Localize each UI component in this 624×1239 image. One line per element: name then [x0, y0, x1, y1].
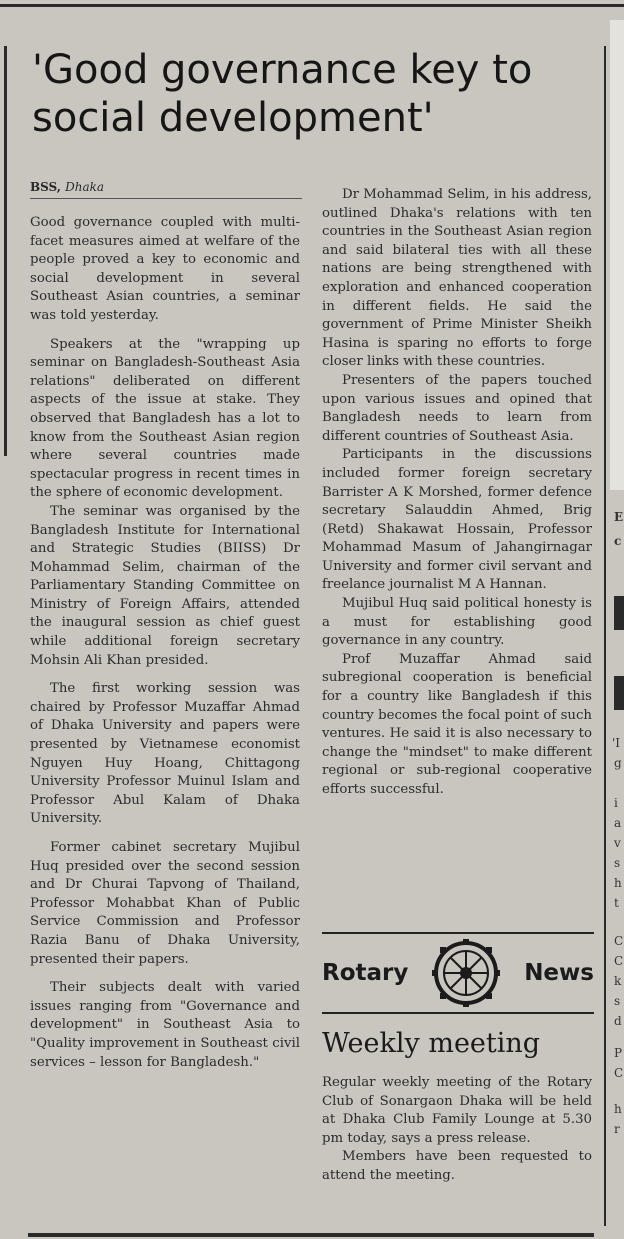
fragment: r: [614, 1122, 620, 1136]
headline: 'Good governance key to social development': [32, 47, 533, 141]
fragment: s: [614, 856, 621, 870]
rotary-bottom-rule: [322, 1012, 594, 1014]
rotary-top-rule: [322, 932, 594, 934]
fragment: i: [614, 796, 618, 810]
fragment: 'I: [612, 736, 621, 750]
fragment: C: [614, 934, 624, 948]
paragraph: Participants in the discussions included former foreign secretary Barrister A K Morshed, former defence secretary Salauddin Ahmed, Brig (Retd) Shakawat Hossain, Professor Mohammad Masum of Jahangirnagar University and former civil servant and freelance journalist M A Hannan.: [322, 447, 592, 593]
rotary-left-word: Rotary: [322, 960, 409, 986]
rotary-wheel-icon: [431, 938, 501, 1008]
fragment: t: [614, 896, 619, 910]
article-column-2: [322, 186, 592, 800]
paragraph: Their subjects dealt with varied issues ranging from "Governance and development" in Southeast Asia to "Quality improvement in Southeast civil services – lesson for Bangladesh.": [30, 980, 300, 1070]
paragraph: Presenters of the papers touched upon various issues and opined that Bangladesh needs to learn from different countries of Southeast Asia.: [322, 372, 592, 444]
adjacent-headline-fragment: [614, 596, 624, 630]
byline-place: Dhaka: [65, 180, 105, 194]
adjacent-article-strip: [610, 20, 624, 490]
paragraph: Former cabinet secretary Mujibul Huq presided over the second session and Dr Churai Tapvong of Thailand, Professor Mohabbat Khan of Public Service Commission and Professor Razia Banu of Dhaka University, presented their papers.: [30, 840, 300, 967]
rotary-right-word: News: [524, 960, 594, 986]
paragraph: Speakers at the "wrapping up seminar on Bangladesh-Southeast Asia relations" deliberated on different aspects of the issue at stake. They observed that Bangladesh has a lot to know from the Southeast Asian region where several countries made spectacular progress in recent times in the sphere of economic development.: [30, 336, 300, 501]
paragraph: Members have been requested to attend the meeting.: [322, 1149, 592, 1183]
top-rule: [0, 4, 624, 7]
fragment: c: [614, 534, 622, 548]
rotary-body: [322, 1074, 592, 1186]
rotary-news-banner: [322, 936, 594, 1010]
paragraph: Dr Mohammad Selim, in his address, outlined Dhaka's relations with ten countries in the Southeast Asian region and said bilateral ties with all these nations are being strengthened with exploration and enhanced cooperation in different fields. He said the government of Prime Minister Sheikh Hasina is sparing no efforts to forge closer links with these countries.: [322, 187, 592, 370]
byline: [30, 180, 302, 199]
paragraph: The seminar was organised by the Bangladesh Institute for International and Strategic Studies (BIISS) Dr Mohammad Selim, chairman of the Parliamentary Standing Committee on Ministry of Foreign Affairs, attended the inaugural session as chief guest while additional foreign secretary Mohsin Ali Khan presided.: [30, 503, 300, 668]
paragraph: Mujibul Huq said political honesty is a must for establishing good governance in any country.: [322, 596, 592, 649]
fragment: E: [614, 510, 624, 524]
bottom-rule: [28, 1233, 594, 1237]
fragment: a: [614, 816, 622, 830]
weekly-meeting-heading: Weekly meeting: [322, 1028, 541, 1059]
fragment: s: [614, 994, 621, 1008]
fragment: h: [614, 1102, 622, 1116]
paragraph: The first working session was chaired by Professor Muzaffar Ahmad of Dhaka University and papers were presented by Vietnamese economist Nguyen Huy Hoang, Chittagong University Professor Muinul Islam and Professor Abul Kalam of Dhaka University.: [30, 681, 300, 827]
fragment: k: [614, 974, 622, 988]
fragment: C: [614, 954, 624, 968]
fragment: C: [614, 1066, 624, 1080]
adjacent-headline-fragment: [614, 676, 624, 710]
byline-agency: BSS,: [30, 180, 61, 194]
fragment: h: [614, 876, 622, 890]
left-rule: [4, 46, 7, 456]
fragment: v: [614, 836, 621, 850]
paragraph: Prof Muzaffar Ahmad said subregional cooperation is beneficial for a country like Bangladesh if this country becomes the focal point of such ventures. He said it is also necessary to change the "mindset" to make different regional or sub-regional cooperative efforts successful.: [322, 651, 592, 797]
paragraph: Regular weekly meeting of the Rotary Club of Sonargaon Dhaka will be held at Dhaka Club Family Lounge at 5.30 pm today, says a press release.: [322, 1075, 592, 1146]
fragment: d: [614, 1014, 622, 1028]
right-column-rule: [604, 46, 606, 1226]
fragment: P: [614, 1046, 623, 1060]
paragraph: Good governance coupled with multi-facet measures aimed at welfare of the people proved a key to economic and social development in several Southeast Asian countries, a seminar was told yesterday.: [30, 215, 300, 323]
article-column-1: [30, 214, 300, 1072]
fragment: g: [614, 756, 622, 770]
